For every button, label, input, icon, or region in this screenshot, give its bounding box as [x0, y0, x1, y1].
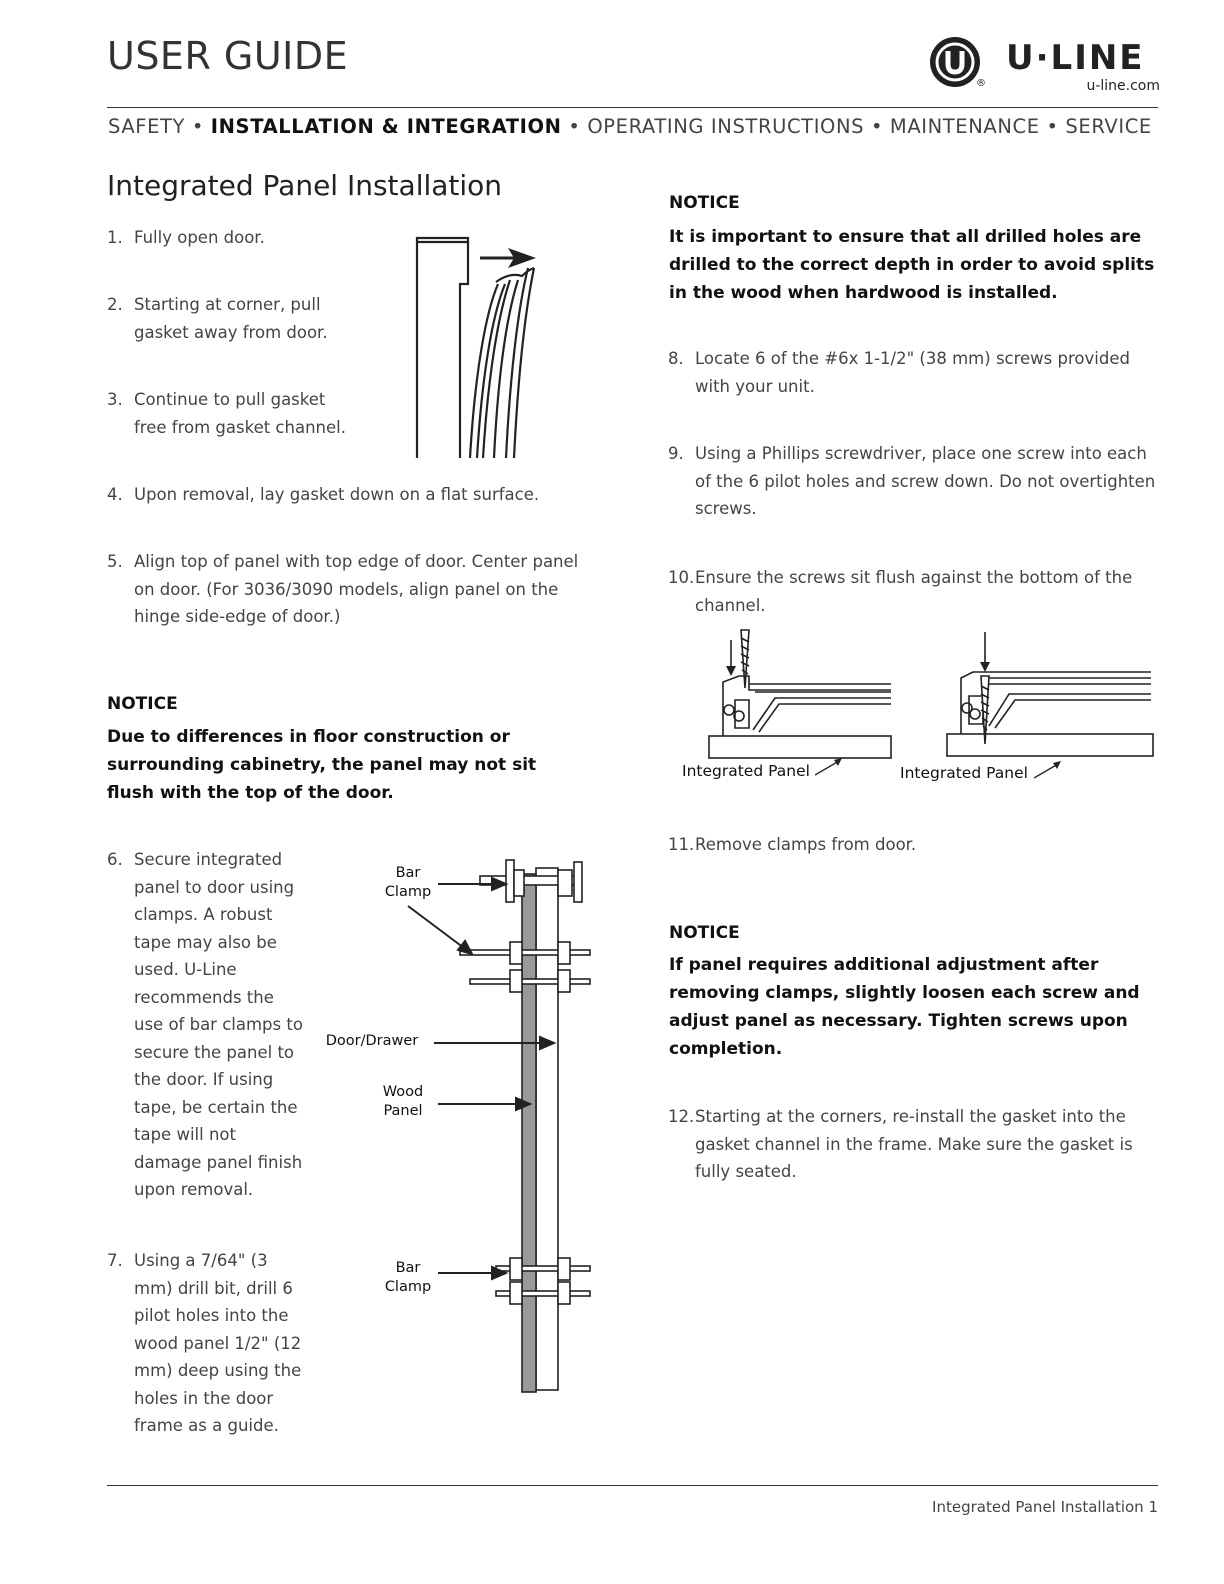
step-text: Align top of panel with top edge of door. Center panel on door. (For 3036/3090 models, align panel on the hinge side-edge of door.): [134, 552, 579, 626]
label-wood-panel: [372, 1083, 434, 1121]
step-number: 1.: [107, 228, 123, 247]
step-number: 9.: [668, 444, 684, 463]
step-text: Upon removal, lay gasket down on a flat surface.: [134, 485, 540, 504]
nav-separator: •: [568, 115, 581, 138]
nav-item-operating[interactable]: OPERATING INSTRUCTIONS: [587, 115, 865, 138]
brand-logo[interactable]: [928, 34, 1160, 96]
section-title: Integrated Panel Installation: [107, 169, 503, 202]
step-text: Remove clamps from door.: [695, 835, 917, 854]
step-text: Using a Phillips screwdriver, place one screw into each of the 6 pilot holes and screw down. Do not overtighten screws.: [695, 444, 1156, 518]
notice-heading: NOTICE: [669, 923, 740, 943]
notice-heading: NOTICE: [669, 193, 740, 213]
bar-clamp-figure: [310, 850, 600, 1400]
label-line: Clamp: [384, 884, 432, 900]
screw-figure-right: [945, 628, 1155, 764]
step-number: 11.: [668, 835, 695, 854]
section-nav: [108, 115, 1152, 138]
step-text: Starting at the corners, re-install the gasket into the gasket channel in the frame. Make sure the gasket is fully seated.: [695, 1107, 1133, 1181]
step-text: Continue to pull gasket free from gasket channel.: [134, 390, 346, 437]
nav-separator: •: [870, 115, 884, 138]
label-line: Bar: [395, 865, 421, 881]
step-number: 3.: [107, 390, 123, 409]
step-text: Secure integrated panel to door using clamps. A robust tape may also be used. U-Line recommends the use of bar clamps to secure the panel to the door. If using tape, be certain the tape will not damage panel finish upon removal.: [134, 850, 303, 1199]
label-door-drawer: Door/Drawer: [325, 1033, 419, 1049]
nav-item-safety[interactable]: SAFETY: [108, 115, 186, 138]
nav-item-installation[interactable]: INSTALLATION & INTEGRATION: [210, 115, 562, 138]
step-text: Ensure the screws sit flush against the bottom of the channel.: [695, 568, 1133, 615]
nav-separator: •: [1046, 115, 1059, 138]
nav-separator: •: [191, 115, 204, 138]
step-10: [668, 564, 1160, 624]
step-5: [107, 548, 597, 638]
step-3: [107, 386, 367, 446]
label-integrated-panel-right: Integrated Panel: [900, 764, 1028, 782]
step-text: Fully open door.: [134, 228, 265, 247]
notice-body: It is important to ensure that all drilled holes are drilled to the correct depth in order to avoid splits in the wood when hardwood is installed.: [669, 227, 1155, 303]
label-line: Wood: [382, 1084, 424, 1100]
step-6: [107, 846, 307, 1211]
step-7: [107, 1247, 307, 1442]
footer-divider: [107, 1485, 1158, 1486]
label-line: Clamp: [384, 1279, 432, 1295]
label-line: Bar: [395, 1260, 421, 1276]
notice-body: Due to differences in floor construction or surrounding cabinetry, the panel may not sit flush with the top of the door.: [107, 727, 537, 803]
pointer-arrow-icon: [815, 757, 845, 779]
step-1: [107, 224, 367, 254]
step-text: Starting at corner, pull gasket away from door.: [134, 295, 328, 342]
step-number: 6.: [107, 850, 123, 869]
step-4: [107, 481, 587, 511]
brand-name: U·LINE: [1006, 38, 1145, 78]
step-11: [668, 831, 1160, 861]
header-divider: [107, 107, 1158, 108]
label-bar-clamp-top: [376, 864, 440, 902]
step-text: Locate 6 of the #6x 1-1/2" (38 mm) screws provided with your unit.: [695, 349, 1130, 396]
step-12: [668, 1103, 1160, 1193]
notice-heading: NOTICE: [107, 694, 178, 714]
step-2: [107, 291, 367, 351]
step-number: 10.: [668, 568, 695, 587]
step-number: 12.: [668, 1107, 695, 1126]
step-text: Using a 7/64" (3 mm) drill bit, drill 6 pilot holes into the wood panel 1/2" (12 mm) deep using the holes in the door frame as a guide.: [134, 1251, 302, 1435]
gasket-removal-figure: [410, 232, 550, 460]
screw-figure-left: [705, 624, 895, 764]
step-8: [668, 345, 1160, 405]
step-number: 4.: [107, 485, 123, 504]
nav-item-maintenance[interactable]: MAINTENANCE: [889, 115, 1040, 138]
step-9: [668, 440, 1160, 530]
label-integrated-panel-left: Integrated Panel: [682, 762, 810, 780]
step-number: 2.: [107, 295, 123, 314]
step-number: 5.: [107, 552, 123, 571]
notice-body: If panel requires additional adjustment after removing clamps, slightly loosen each screw and adjust panel as necessary. Tighten screws upon completion.: [669, 955, 1140, 1059]
label-line: Panel: [383, 1103, 423, 1119]
page-footer: Integrated Panel Installation 1: [932, 1498, 1158, 1516]
step-number: 8.: [668, 349, 684, 368]
registered-mark: ®: [976, 78, 986, 89]
label-bar-clamp-bottom: [376, 1259, 440, 1297]
step-number: 7.: [107, 1251, 123, 1270]
nav-item-service[interactable]: SERVICE: [1065, 115, 1152, 138]
brand-url[interactable]: u-line.com: [1086, 78, 1160, 94]
pointer-arrow-icon: [1034, 760, 1064, 782]
document-title: USER GUIDE: [107, 34, 349, 78]
